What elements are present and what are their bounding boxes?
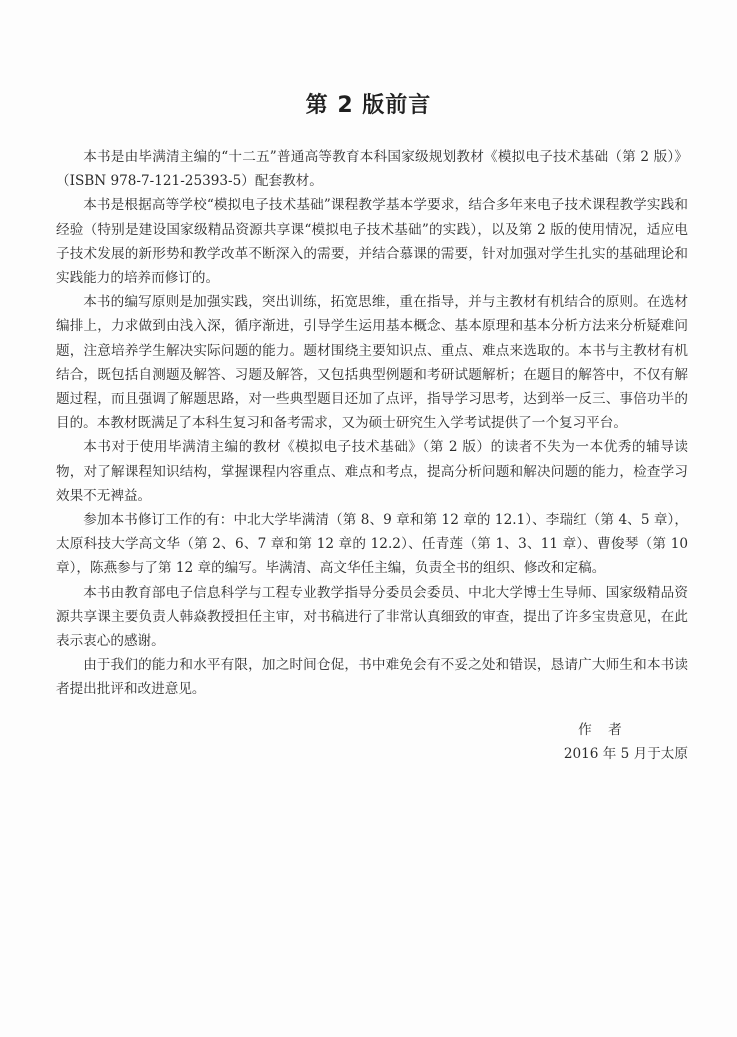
paragraph-5: 参加本书修订工作的有：中北大学毕满清（第 8、9 章和第 12 章的 12.1）、李瑞红（第 4、5 章），太原科技大学高文华（第 2、6、7 章和第 12 章的 12.2）、任青莲（第 1、3、11 章）、曹俊琴（第 10 章），陈燕参与了第 12 章的编写。毕满清、高文华任主编，负责全书的组织、修改和定稿。 — [56, 512, 688, 577]
paragraph-6: 本书由教育部电子信息科学与工程专业教学指导分委员会委员、中北大学博士生导师、国家级精品资源共享课主要负责人韩焱教授担任主审，对书稿进行了非常认真细致的审查，提出了许多宝贵意见，在此表示衷心的感谢。 — [56, 584, 688, 650]
paragraph-1: 本书是由毕满清主编的“十二五”普通高等教育本科国家级规划教材《模拟电子技术基础（第 2 版）》（ISBN 978-7-121-25393-5）配套教材。 — [56, 149, 688, 190]
preface-body — [56, 145, 688, 702]
author-line: 作者 — [578, 722, 638, 738]
paragraph-3: 本书的编写原则是加强实践，突出训练，拓宽思维，重在指导，并与主教材有机结合的原则。在选材编排上，力求做到由浅入深，循序渐进，引导学生运用基本概念、基本原理和基本分析方法来分析疑难问题，注意培养学生解决实际问题的能力。题材围绕主要知识点、重点、难点来选取的。本书与主教材有机结合，既包括自测题及解答、习题及解答，又包括典型例题和考研试题解析；在题目的解答中，不仅有解题过程，而且强调了解题思路，对一些典型题目还加了点评，指导学习思考，达到举一反三、事倍功半的目的。本教材既满足了本科生复习和备考需求，又为硕士研究生入学考试提供了一个复习平台。 — [56, 294, 688, 432]
date-line: 2016 年 5 月于太原 — [563, 746, 688, 762]
paragraph-2: 本书是根据高等学校“模拟电子技术基础”课程教学基本学要求，结合多年来电子技术课程教学实践和经验（特别是建设国家级精品资源共享课“模拟电子技术基础”的实践），以及第 2 版的使用情况，适应电子技术发展的新形势和教学改革不断深入的需要，并结合慕课的需要，针对加强对学生扎实的基础理论和实践能力的培养而修订的。 — [56, 197, 688, 287]
paragraph-7: 由于我们的能力和水平有限，加之时间仓促，书中难免会有不妥之处和错误，恳请广大师生和本书读者提出批评和改进意见。 — [56, 657, 688, 698]
paragraph-4: 本书对于使用毕满清主编的教材《模拟电子技术基础》（第 2 版）的读者不失为一本优秀的辅导读物，对了解课程知识结构，掌握课程内容重点、难点和考点，提高分析问题和解决问题的能力，检查学习效果不无裨益。 — [56, 439, 688, 504]
page-title: 第 2 版前言 — [305, 93, 432, 118]
signature-block — [430, 718, 690, 766]
